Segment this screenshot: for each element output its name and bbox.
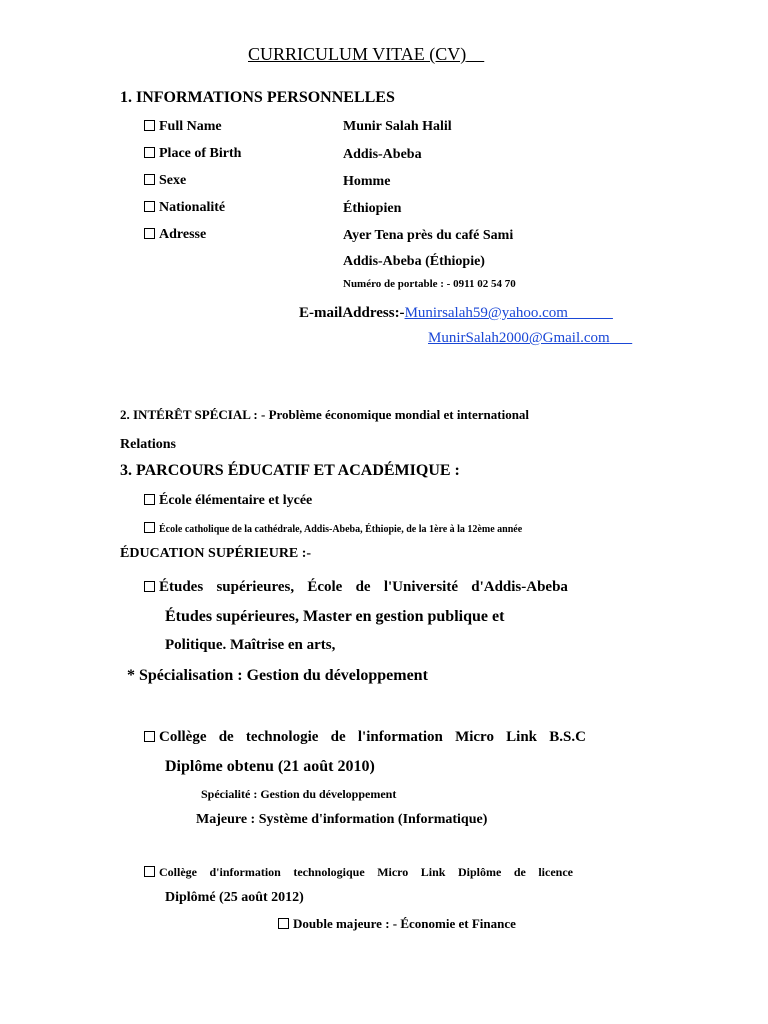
college2-diploma: Diplômé (25 août 2012) (165, 890, 304, 905)
college1-diploma: Diplôme obtenu (21 août 2010) (165, 758, 375, 775)
checkbox-icon (144, 731, 155, 742)
university-line-2: Études supérieures, Master en gestion publique et (165, 608, 505, 625)
checkbox-icon (144, 581, 155, 592)
checkbox-icon (144, 866, 155, 877)
personal-row-fullname-value: Munir Salah Halil (343, 119, 452, 134)
personal-row-nationality-label: Nationalité (144, 200, 225, 216)
university-line-3: Politique. Maîtrise en arts, (165, 637, 336, 653)
personal-row-birthplace-label: Place of Birth (144, 146, 241, 162)
personal-row-fullname-label: Full Name (144, 119, 222, 135)
college1-specialty: Spécialité : Gestion du développement (201, 787, 397, 801)
personal-row-sex-value: Homme (343, 174, 391, 189)
personal-row-nationality-value: Éthiopien (343, 201, 402, 216)
personal-row-sex-label: Sexe (144, 173, 186, 189)
personal-row-birthplace-value: Addis-Abeba (343, 147, 422, 162)
personal-row-address-label: Adresse (144, 227, 206, 243)
email-line-1 (299, 305, 613, 322)
college1-line-1: Collège de technologie de l'information Micro Link B.S.C (144, 729, 586, 746)
phone-number: Numéro de portable : - 0911 02 54 70 (343, 278, 516, 290)
checkbox-icon (144, 147, 155, 158)
email-line-2 (428, 330, 632, 347)
college2-line-1: Collège d'information technologique Micro Link Diplôme de licence (144, 865, 573, 880)
university-line-1: Études supérieures, École de l'Université d'Addis-Abeba (144, 579, 568, 596)
personal-heading: 1. INFORMATIONS PERSONNELLES (120, 89, 395, 106)
interest-line-1: 2. INTÉRÊT SPÉCIAL : - Problème économique mondial et international (120, 407, 530, 422)
university-specialization: * Spécialisation : Gestion du développement (127, 667, 428, 684)
college1-major: Majeure : Système d'information (Informatique) (196, 812, 488, 827)
checkbox-icon (144, 174, 155, 185)
email-link-yahoo[interactable]: Munirsalah59@yahoo.com (404, 305, 568, 321)
personal-row-address-value: Ayer Tena près du café Sami (343, 228, 514, 243)
checkbox-icon (278, 918, 289, 929)
higher-education-heading: ÉDUCATION SUPÉRIEURE :- (120, 546, 312, 561)
checkbox-icon (144, 494, 155, 505)
checkbox-icon (144, 120, 155, 131)
interest-line-2: Relations (120, 437, 176, 452)
checkbox-icon (144, 201, 155, 212)
email-link-gmail[interactable]: MunirSalah2000@Gmail.com (428, 330, 610, 346)
cv-title (248, 44, 484, 65)
checkbox-icon (144, 228, 155, 239)
cv-title-text: CURRICULUM VITAE (CV) (248, 44, 467, 64)
checkbox-icon (144, 522, 155, 533)
college2-major: Double majeure : - Économie et Finance (278, 916, 516, 932)
email-label: E-mailAddress:- (299, 305, 405, 321)
education-heading: 3. PARCOURS ÉDUCATIF ET ACADÉMIQUE : (120, 462, 460, 479)
primary-school-detail: École catholique de la cathédrale, Addis-Abeba, Éthiopie, de la 1ère à la 12ème année (144, 522, 522, 535)
primary-school-title: École élémentaire et lycée (144, 493, 312, 509)
address-line2: Addis-Abeba (Éthiopie) (343, 254, 485, 269)
